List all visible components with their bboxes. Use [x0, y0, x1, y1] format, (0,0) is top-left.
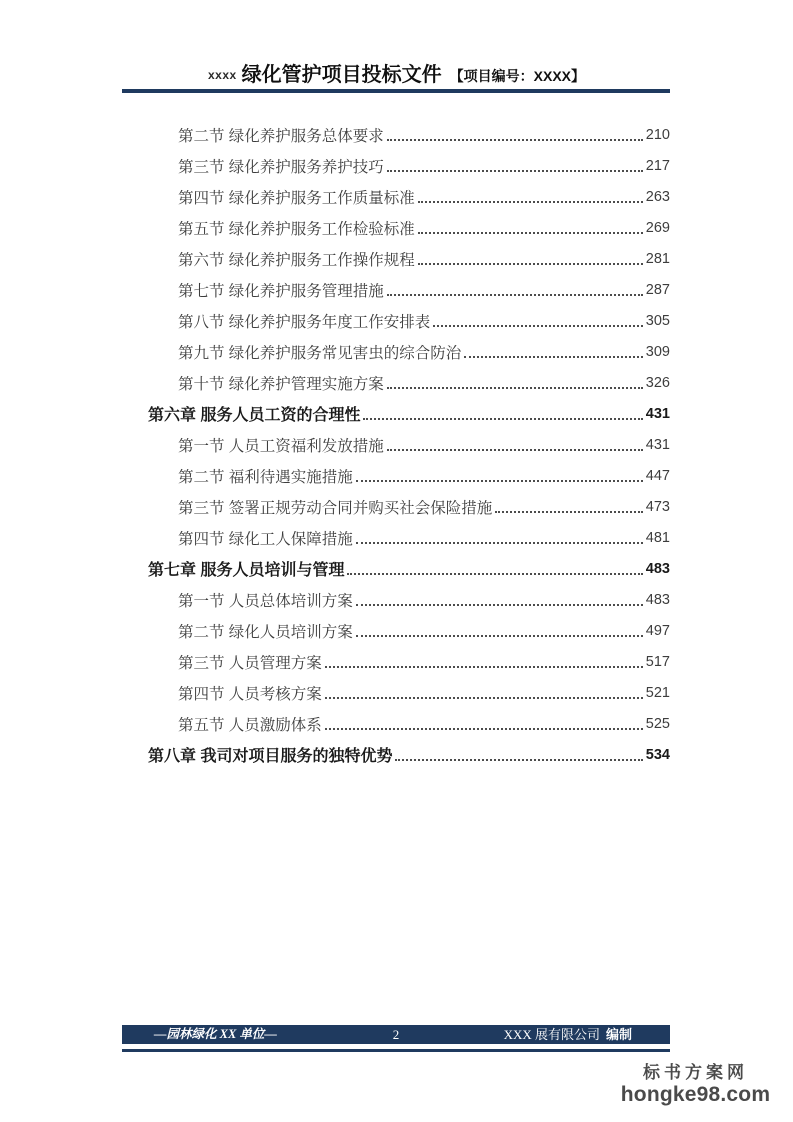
toc-dot-leader: [325, 697, 643, 699]
toc-dot-leader: [363, 418, 642, 420]
toc-entry[interactable]: [122, 429, 670, 460]
toc-entry[interactable]: [122, 181, 670, 212]
toc-page-number: 521: [645, 684, 670, 701]
toc-page-number: 217: [645, 157, 670, 174]
toc-entry[interactable]: [122, 460, 670, 491]
toc-page-number: 497: [645, 622, 670, 639]
toc-page-number: 447: [645, 467, 670, 484]
toc-dot-leader: [433, 325, 642, 327]
toc-entry-label: 第八节 绿化养护服务年度工作安排表: [178, 313, 431, 331]
toc-dot-leader: [347, 573, 642, 575]
toc-page-number: 326: [645, 374, 670, 391]
toc-entry[interactable]: [122, 708, 670, 739]
toc-entry-label: 第四节 绿化工人保障措施: [178, 530, 353, 548]
toc-page-number: 534: [645, 746, 670, 763]
toc-dot-leader: [356, 635, 643, 637]
toc-entry-label: 第二节 绿化人员培训方案: [178, 623, 353, 641]
toc-entry[interactable]: [122, 522, 670, 553]
toc-entry[interactable]: [122, 491, 670, 522]
toc-entry-label: 第九节 绿化养护服务常见害虫的综合防治: [178, 344, 462, 362]
toc-page-number: 269: [645, 219, 670, 236]
site-watermark: [608, 1064, 783, 1106]
toc-dot-leader: [418, 263, 643, 265]
toc-dot-leader: [418, 232, 643, 234]
toc-dot-leader: [356, 542, 643, 544]
toc-page-number: 431: [645, 436, 670, 453]
toc-entry-label: 第三节 绿化养护服务养护技巧: [178, 158, 384, 176]
toc-page-number: 481: [645, 529, 670, 546]
toc-entry[interactable]: [122, 553, 670, 584]
toc-entry[interactable]: [122, 243, 670, 274]
footer-rule: [122, 1049, 670, 1052]
toc-entry-label: 第六节 绿化养护服务工作操作规程: [178, 251, 415, 269]
footer-page-number: 2: [392, 1027, 400, 1042]
toc-entry[interactable]: [122, 398, 670, 429]
page-footer-bar: [122, 1025, 670, 1044]
toc-entry-label: 第三节 签署正规劳动合同并购买社会保险措施: [178, 499, 493, 517]
toc-page-number: 525: [645, 715, 670, 732]
toc-page-number: 281: [645, 250, 670, 267]
toc-dot-leader: [387, 139, 643, 141]
toc-page-number: 263: [645, 188, 670, 205]
toc-entry-label: 第七章 服务人员培训与管理: [148, 562, 345, 579]
header-rule: [122, 89, 670, 93]
toc-dot-leader: [395, 759, 642, 761]
toc-entry-label: 第八章 我司对项目服务的独特优势: [148, 748, 393, 765]
toc-dot-leader: [387, 170, 643, 172]
toc-dot-leader: [464, 356, 642, 358]
toc-entry-label: 第四节 绿化养护服务工作质量标准: [178, 189, 415, 207]
toc-entry[interactable]: [122, 274, 670, 305]
toc-entry[interactable]: [122, 615, 670, 646]
watermark-site-url: hongke98.com: [620, 1082, 771, 1106]
toc-entry-label: 第五节 人员激励体系: [178, 716, 322, 734]
footer-compiled-label: 编制: [605, 1027, 632, 1042]
toc-page-number: 483: [645, 591, 670, 608]
toc-dot-leader: [356, 480, 643, 482]
toc-entry[interactable]: [122, 677, 670, 708]
toc-entry-label: 第六章 服务人员工资的合理性: [148, 407, 361, 424]
footer-company-name: XXX 展有限公司: [503, 1027, 600, 1042]
toc-entry[interactable]: [122, 739, 670, 770]
toc-entry[interactable]: [122, 305, 670, 336]
project-number: 【项目编号：XXXX】: [449, 68, 586, 84]
toc-dot-leader: [387, 294, 643, 296]
toc-page-number: 517: [645, 653, 670, 670]
toc-page-number: 473: [645, 498, 670, 515]
toc-page-number: 483: [645, 560, 670, 577]
toc-entry-label: 第七节 绿化养护服务管理措施: [178, 282, 384, 300]
toc-entry-label: 第一节 人员工资福利发放措施: [178, 437, 384, 455]
toc-entry-label: 第二节 绿化养护服务总体要求: [178, 127, 384, 145]
toc-entry[interactable]: [122, 119, 670, 150]
page-header: [0, 58, 793, 87]
footer-company: [504, 1025, 632, 1044]
toc-dot-leader: [495, 511, 642, 513]
toc-page-number: 431: [645, 405, 670, 422]
toc-entry-label: 第五节 绿化养护服务工作检验标准: [178, 220, 415, 238]
document-title: 绿化管护项目投标文件: [241, 64, 442, 86]
footer-org-name: —园林绿化 XX 单位—: [154, 1027, 277, 1041]
toc-dot-leader: [325, 666, 643, 668]
toc-page-number: 309: [645, 343, 670, 360]
toc-entry[interactable]: [122, 367, 670, 398]
watermark-site-name: 标书方案网: [643, 1063, 748, 1082]
toc-entry-label: 第四节 人员考核方案: [178, 685, 322, 703]
toc-entry[interactable]: [122, 336, 670, 367]
toc-dot-leader: [356, 604, 643, 606]
toc-entry-label: 第一节 人员总体培训方案: [178, 592, 353, 610]
toc-entry[interactable]: [122, 212, 670, 243]
toc-dot-leader: [418, 201, 643, 203]
toc-entry[interactable]: [122, 584, 670, 615]
toc-entry[interactable]: [122, 150, 670, 181]
toc-page-number: 305: [645, 312, 670, 329]
toc-entry-label: 第二节 福利待遇实施措施: [178, 468, 353, 486]
toc-entry[interactable]: [122, 646, 670, 677]
toc-dot-leader: [387, 449, 643, 451]
toc-entry-label: 第三节 人员管理方案: [178, 654, 322, 672]
toc: [122, 119, 670, 770]
toc-dot-leader: [387, 387, 643, 389]
toc-entry-label: 第十节 绿化养护管理实施方案: [178, 375, 384, 393]
header-prefix: xxxx: [207, 68, 237, 82]
toc-page-number: 210: [645, 126, 670, 143]
toc-page-number: 287: [645, 281, 670, 298]
toc-dot-leader: [325, 728, 643, 730]
